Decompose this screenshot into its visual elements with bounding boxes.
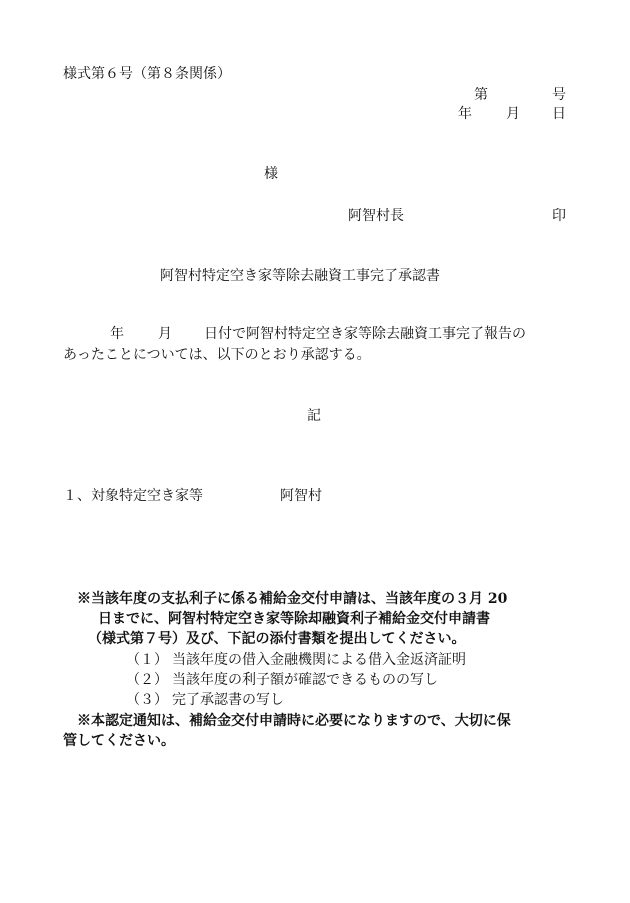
- notice-line4: ※本認定通知は、補給金交付申請時に必要になりますので、大切に保: [77, 713, 511, 729]
- item1-label: １、対象特定空き家等: [63, 488, 203, 504]
- item1-value: 阿智村: [280, 488, 322, 504]
- notice-line5: 管してください。: [63, 733, 175, 749]
- notice-line3: （様式第７号）及び、下記の添付書類を提出してください。: [88, 631, 466, 647]
- number-go: 号: [552, 87, 566, 103]
- attachment-1-text: 当該年度の借入金融機関による借入金返済証明: [172, 652, 466, 668]
- ki-heading: 記: [307, 408, 321, 424]
- issuer-name: 阿智村長: [348, 208, 404, 224]
- date-day: 日: [552, 106, 566, 122]
- notice-line2: 日までに、阿智村特定空き家等除却融資利子補給金交付申請書: [98, 611, 490, 627]
- body-month: 月: [158, 326, 172, 342]
- attachment-2-num: （２）: [126, 672, 168, 688]
- body-line1: 日付で阿智村特定空き家等除去融資工事完了報告の: [204, 326, 526, 342]
- notice-line1: ※当該年度の支払利子に係る補給金交付申請は、当該年度の３月 20: [77, 591, 508, 607]
- issuer-seal: 印: [552, 208, 566, 224]
- document-title: 阿智村特定空き家等除去融資工事完了承認書: [160, 268, 440, 284]
- date-year: 年: [458, 106, 472, 122]
- body-line2: あったことについては、以下のとおり承認する。: [63, 347, 371, 363]
- date-month: 月: [506, 106, 520, 122]
- number-dai: 第: [474, 87, 488, 103]
- attachment-3-text: 完了承認書の写し: [172, 692, 284, 708]
- form-label: 様式第６号（第８条関係）: [63, 66, 231, 82]
- attachment-2-text: 当該年度の利子額が確認できるものの写し: [172, 672, 438, 688]
- addressee-honorific: 様: [264, 166, 278, 182]
- body-year: 年: [110, 326, 124, 342]
- attachment-1-num: （１）: [126, 652, 168, 668]
- attachment-3-num: （３）: [126, 692, 168, 708]
